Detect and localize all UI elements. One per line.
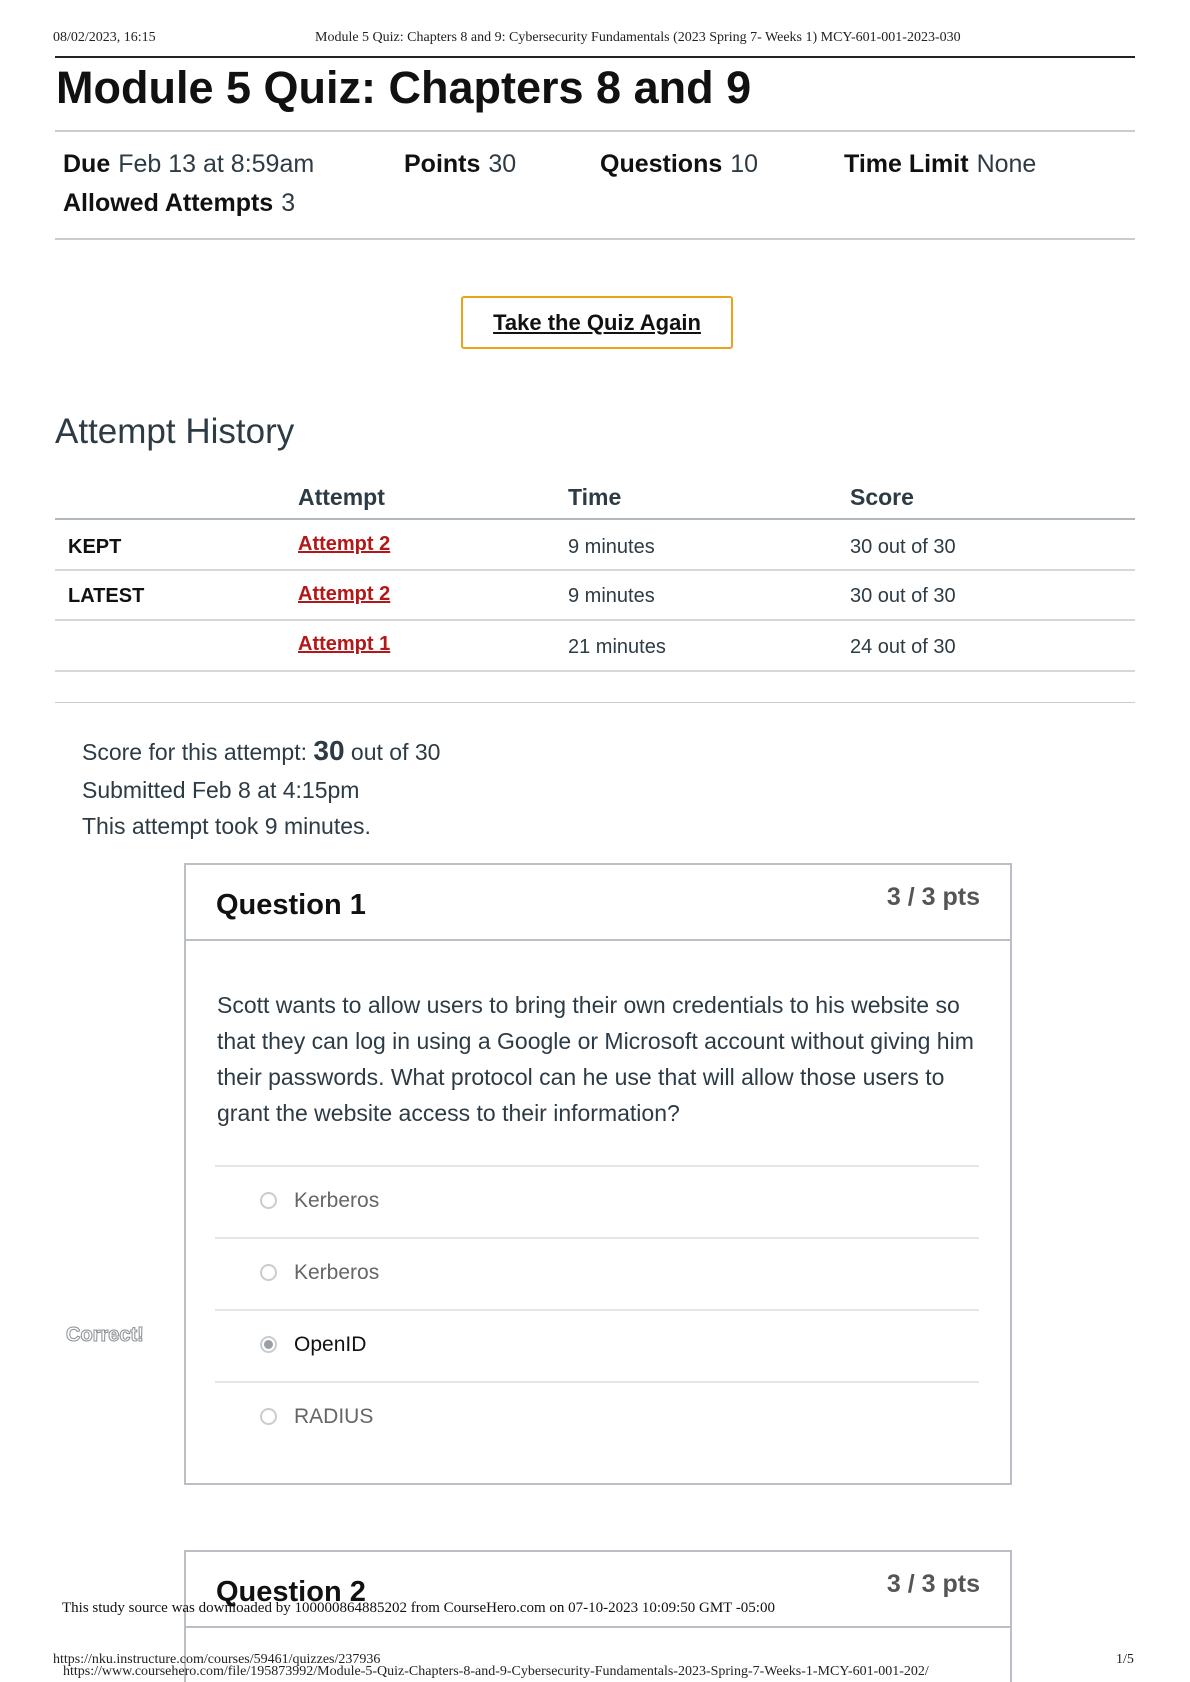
question-title: Question 2 xyxy=(216,1576,366,1608)
row-divider xyxy=(55,670,1135,672)
points-total: Points 30 xyxy=(404,150,517,178)
row-label: LATEST xyxy=(68,585,145,607)
attempt-time: 21 minutes xyxy=(568,636,666,658)
row-divider xyxy=(55,569,1135,571)
attempt-time: 9 minutes xyxy=(568,536,655,558)
attempt-link[interactable]: Attempt 2 xyxy=(298,533,391,555)
radio-button-selected[interactable] xyxy=(260,1336,277,1353)
answer-label: Kerberos xyxy=(294,1261,380,1284)
page-title: Module 5 Quiz: Chapters 8 and 9 xyxy=(56,62,752,113)
column-header-score: Score xyxy=(850,484,914,510)
correct-feedback: Correct! xyxy=(66,1324,144,1346)
question-points: 3 / 3 pts xyxy=(886,1570,980,1598)
time-limit: Time Limit None xyxy=(844,150,1037,178)
retake-quiz-button[interactable]: Take the Quiz Again xyxy=(461,296,733,349)
attempt-score: 24 out of 30 xyxy=(850,636,956,658)
question-card xyxy=(184,863,1012,1485)
radio-button[interactable] xyxy=(260,1408,277,1425)
table-header-divider xyxy=(55,518,1135,520)
answer-option[interactable] xyxy=(215,1165,979,1237)
answer-option-selected[interactable] xyxy=(215,1309,979,1381)
submitted-time: Submitted Feb 8 at 4:15pm xyxy=(82,777,360,803)
attempt-link[interactable]: Attempt 1 xyxy=(298,633,391,655)
page-url: https://nku.instructure.com/courses/59461/quizzes/237936 xyxy=(53,1652,381,1667)
page-number: 1/5 xyxy=(1116,1652,1134,1667)
print-date: 08/02/2023, 16:15 xyxy=(53,30,156,45)
answer-label: RADIUS xyxy=(294,1405,374,1428)
question-text: Scott wants to allow users to bring their own credentials to his website so that they can log in using a Google or Microsoft account without giving him their passwords. What protocol can he use that will allow those users to grant the website access to their information? xyxy=(217,992,974,1126)
attempt-time: 9 minutes xyxy=(568,585,655,607)
attempt-score: 30 out of 30 xyxy=(850,536,956,558)
section-divider xyxy=(55,702,1135,703)
attempt-duration: This attempt took 9 minutes. xyxy=(82,813,371,839)
attempt-link[interactable]: Attempt 2 xyxy=(298,583,391,605)
row-label: KEPT xyxy=(68,536,122,558)
print-title: Module 5 Quiz: Chapters 8 and 9: Cybersecurity Fundamentals (2023 Spring 7- Weeks 1) MCY-601-001-2023-030 xyxy=(315,30,961,45)
radio-button[interactable] xyxy=(260,1192,277,1209)
due-date: Due Feb 13 at 8:59am xyxy=(63,150,315,178)
attempt-history-heading: Attempt History xyxy=(55,412,295,451)
source-url: https://www.coursehero.com/file/195873992/Module-5-Quiz-Chapters-8-and-9-Cybersecurity-Fundamentals-2023-Spring-7-Weeks-1-MCY-601-001-202/ xyxy=(63,1664,929,1679)
answer-label: Kerberos xyxy=(294,1189,380,1212)
download-notice: This study source was downloaded by 100000864885202 from CourseHero.com on 07-10-2023 10:09:50 GMT -05:00 xyxy=(62,1600,775,1616)
answer-label: OpenID xyxy=(294,1333,367,1356)
radio-button[interactable] xyxy=(260,1264,277,1281)
attempt-score-line: Score for this attempt: 30 out of 30 xyxy=(82,735,441,766)
header-divider xyxy=(55,56,1135,58)
details-bottom-divider xyxy=(55,238,1135,240)
row-divider xyxy=(55,619,1135,621)
column-header-attempt: Attempt xyxy=(298,484,385,510)
question-count: Questions 10 xyxy=(600,150,759,178)
allowed-attempts: Allowed Attempts 3 xyxy=(63,189,296,217)
question-header xyxy=(186,865,1010,941)
details-top-divider xyxy=(55,130,1135,132)
answer-option[interactable] xyxy=(215,1237,979,1309)
attempt-score: 30 out of 30 xyxy=(850,585,956,607)
question-points: 3 / 3 pts xyxy=(886,883,980,911)
question-title: Question 1 xyxy=(216,889,366,921)
answer-option[interactable] xyxy=(215,1381,979,1453)
column-header-time: Time xyxy=(568,484,622,510)
